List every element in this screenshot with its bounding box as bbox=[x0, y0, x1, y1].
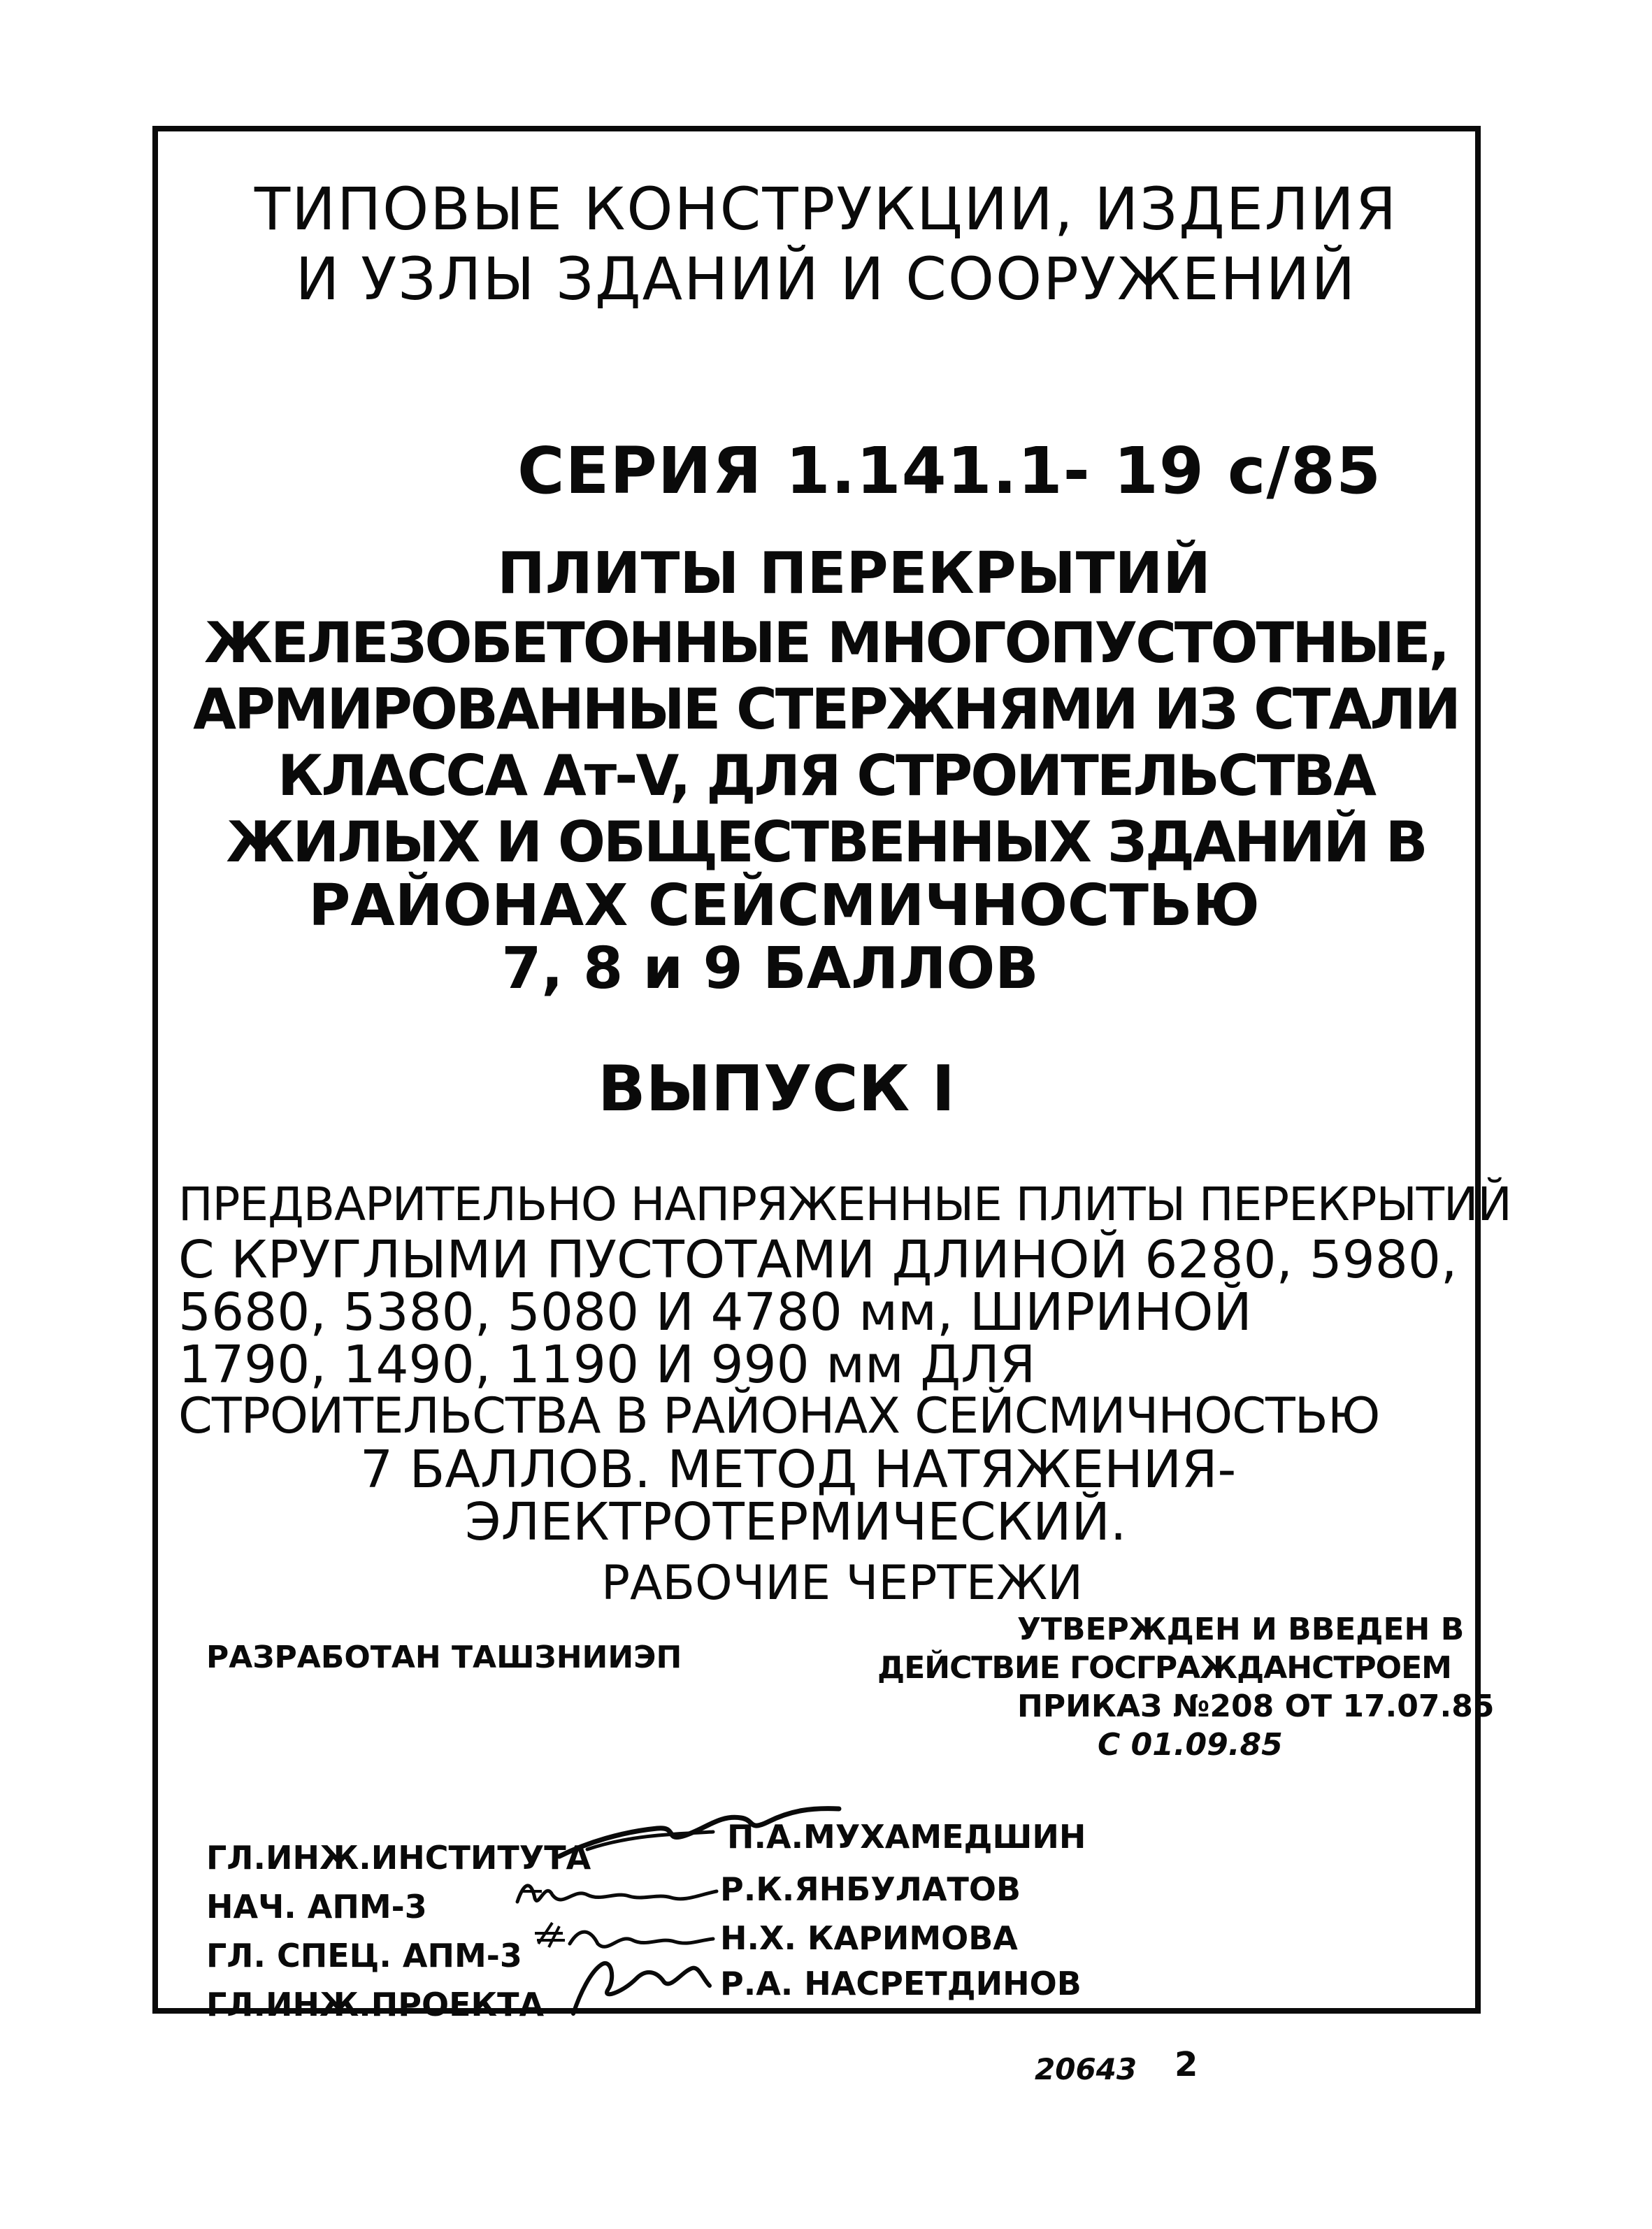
signatory-name: П.А.МУХАМЕДШИН bbox=[727, 1818, 1086, 1856]
title-line: ПЛИТЫ ПЕРЕКРЫТИЙ bbox=[497, 540, 1211, 607]
title-line: ЖЕЛЕЗОБЕТОННЫЕ МНОГОПУСТОТНЫЕ, bbox=[204, 610, 1448, 675]
series-code: СЕРИЯ 1.141.1- 19 с/85 bbox=[517, 433, 1382, 508]
approval-line: ПРИКАЗ №208 ОТ 17.07.85 bbox=[1017, 1689, 1495, 1724]
signatory-position: ГЛ.ИНЖ.ИНСТИТУТА bbox=[206, 1839, 591, 1877]
description-line: ЭЛЕКТРОТЕРМИЧЕСКИЙ. bbox=[465, 1492, 1127, 1552]
page-number: 2 bbox=[1175, 2045, 1198, 2084]
title-line: 7, 8 и 9 БАЛЛОВ bbox=[501, 936, 1039, 1002]
signature-head-apm-icon bbox=[510, 1867, 727, 1916]
signature-project-engineer-icon bbox=[559, 1951, 720, 2021]
developer: РАЗРАБОТАН ТАШЗНИИЭП bbox=[206, 1640, 682, 1675]
signatory-position: НАЧ. АПМ-3 bbox=[206, 1888, 427, 1926]
description-line: 5680, 5380, 5080 И 4780 мм, ШИРИНОЙ bbox=[178, 1282, 1252, 1342]
signatory-name: Р.К.ЯНБУЛАТОВ bbox=[720, 1870, 1021, 1908]
description-line: СТРОИТЕЛЬСТВА В РАЙОНАХ СЕЙСМИЧНОСТЬЮ bbox=[178, 1387, 1380, 1445]
title-line: КЛАССА Ат-V, ДЛЯ СТРОИТЕЛЬСТВА bbox=[277, 743, 1375, 808]
description-line: 7 БАЛЛОВ. МЕТОД НАТЯЖЕНИЯ- bbox=[360, 1440, 1237, 1500]
title-line: АРМИРОВАННЫЕ СТЕРЖНЯМИ ИЗ СТАЛИ bbox=[193, 677, 1459, 742]
description-line: С КРУГЛЫМИ ПУСТОТАМИ ДЛИНОЙ 6280, 5980, bbox=[178, 1230, 1458, 1290]
title-line: ЖИЛЫХ И ОБЩЕСТВЕННЫХ ЗДАНИЙ В bbox=[226, 810, 1426, 875]
description-line: ПРЕДВАРИТЕЛЬНО НАПРЯЖЕННЫЕ ПЛИТЫ ПЕРЕКРЫТИЙ bbox=[178, 1177, 1511, 1231]
issue-number: ВЫПУСК I bbox=[598, 1052, 955, 1126]
title-line: РАЙОНАХ СЕЙСМИЧНОСТЬЮ bbox=[308, 873, 1260, 939]
approval-line: ДЕЙСТВИЕ ГОСГРАЖДАНСТРОЕМ bbox=[877, 1650, 1451, 1686]
description-subtitle: РАБОЧИЕ ЧЕРТЕЖИ bbox=[601, 1556, 1083, 1611]
signature-chief-engineer-icon bbox=[545, 1793, 867, 1870]
signatory-name: Н.Х. КАРИМОВА bbox=[720, 1919, 1018, 1957]
header-line-2: И УЗЛЫ ЗДАНИЙ И СООРУЖЕНИЙ bbox=[295, 245, 1357, 313]
approval-line: С 01.09.85 bbox=[1098, 1727, 1283, 1763]
description-line: 1790, 1490, 1190 И 990 мм ДЛЯ bbox=[178, 1335, 1036, 1395]
signatory-position: ГЛ. СПЕЦ. АПМ-3 bbox=[206, 1937, 522, 1974]
header-line-1: ТИПОВЫЕ КОНСТРУКЦИИ, ИЗДЕЛИЯ bbox=[254, 175, 1398, 243]
approval-line: УТВЕРЖДЕН И ВВЕДЕН В bbox=[1017, 1612, 1465, 1647]
signatory-name: Р.А. НАСРЕТДИНОВ bbox=[720, 1965, 1082, 2002]
signatory-position: ГЛ.ИНЖ.ПРОЕКТА bbox=[206, 1986, 545, 2023]
stamp-number: 20643 bbox=[1035, 2052, 1137, 2086]
